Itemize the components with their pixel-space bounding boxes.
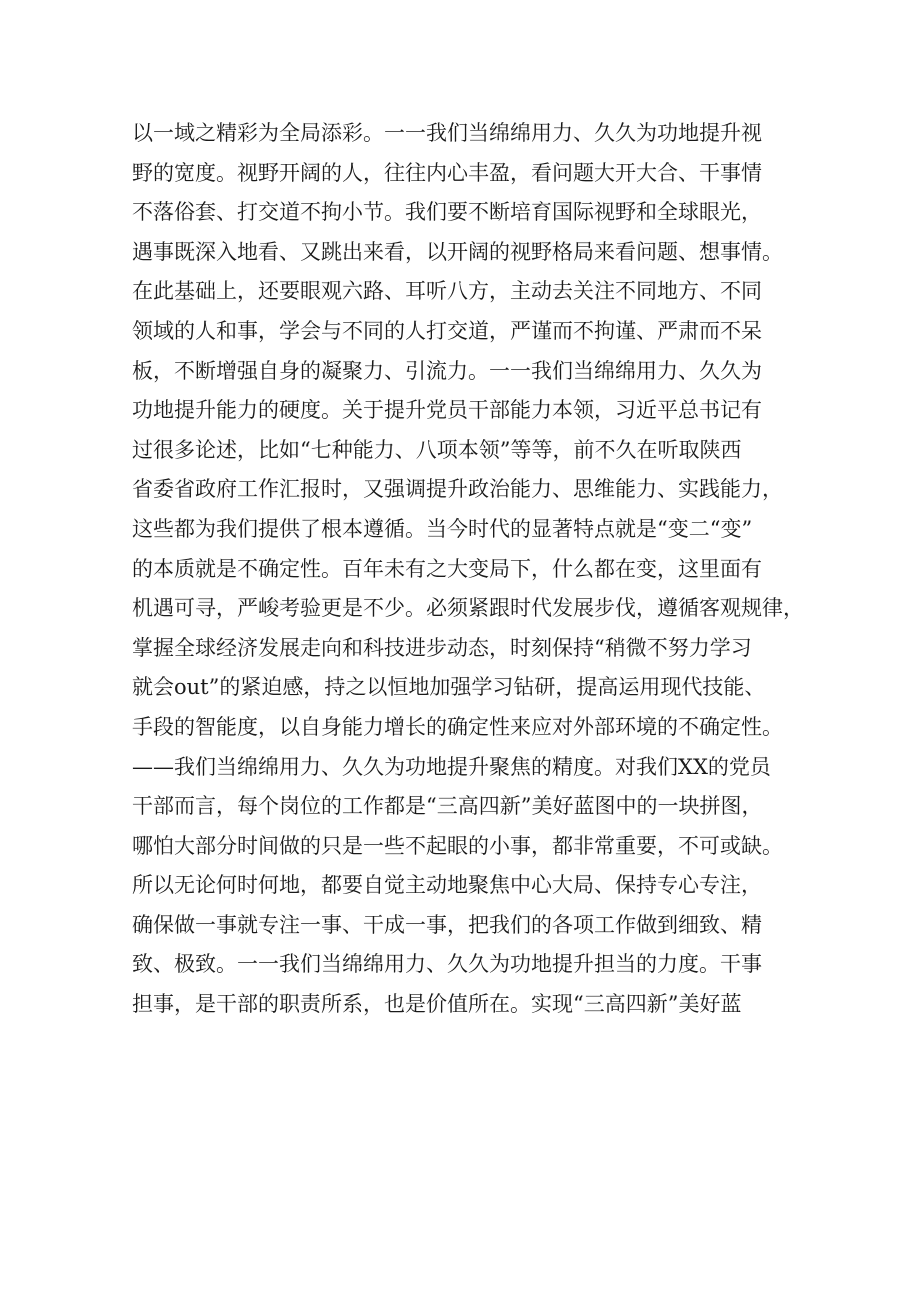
text-line: 在此基础上，还要眼观六路、耳听八方，主动去关注不同地方、不同 <box>132 279 762 304</box>
text-line: 就会out”的紧迫感，持之以恒地加强学习钻研，提高运用现代技能、 <box>132 675 766 700</box>
text-line: 省委省政府工作汇报时，又强调提升政治能力、思维能力、实践能力， <box>132 477 783 502</box>
text-line: 掌握全球经济发展走向和科技进步动态，时刻保持“稍微不努力学习 <box>132 635 752 660</box>
text-line: 的本质就是不确定性。百年未有之大变局下，什么都在变，这里面有 <box>132 556 762 581</box>
text-line: 机遇可寻，严峻考验更是不少。必须紧跟时代发展步伐，遵循客观规律， <box>132 596 804 621</box>
text-line: 功地提升能力的硬度。关于提升党员干部能力本领，习近平总书记有 <box>132 398 762 423</box>
text-line: 致、极致。一一我们当绵绵用力、久久为功地提升担当的力度。干事 <box>132 952 762 977</box>
text-line: 以一域之精彩为全局添彩。一一我们当绵绵用力、久久为功地提升视 <box>132 121 762 145</box>
text-line: 板，不断增强自身的凝聚力、引流力。一一我们当绵绵用力、久久为 <box>132 358 762 383</box>
text-line: 所以无论何时何地，都要自觉主动地聚焦中心大局、保持专心专注， <box>132 873 762 898</box>
text-line: 遇事既深入地看、又跳出来看，以开阔的视野格局来看问题、想事情。 <box>132 239 783 264</box>
text-line: 确保做一事就专注一事、干成一事，把我们的各项工作做到细致、精 <box>132 912 762 937</box>
text-line: 这些都为我们提供了根本遵循。当今时代的显著特点就是“变二“变” <box>132 516 753 541</box>
text-line: 野的宽度。视野开阔的人，往往内心丰盈，看问题大开大合、干事情 <box>132 160 762 185</box>
text-line: ——我们当绵绵用力、久久为功地提升聚焦的精度。对我们XX的党员 <box>132 754 771 779</box>
text-line: 干部而言，每个岗位的工作都是“三高四新”美好蓝图中的一块拼图， <box>132 794 763 819</box>
text-line: 不落俗套、打交道不拘小节。我们要不断培育国际视野和全球眼光， <box>132 200 762 225</box>
text-line: 领域的人和事，学会与不同的人打交道，严谨而不拘谨、严肃而不呆 <box>132 318 762 343</box>
text-line: 手段的智能度，以自身能力增长的确定性来应对外部环境的不确定性。 <box>132 714 783 739</box>
body-paragraph <box>132 114 822 1025</box>
text-line: 担事，是干部的职责所系，也是价值所在。实现“三高四新”美好蓝 <box>132 992 742 1017</box>
text-line: 过很多论述，比如“七种能力、八项本领”等等，前不久在听取陕西 <box>132 437 742 462</box>
text-line: 哪怕大部分时间做的只是一些不起眼的小事，都非常重要，不可或缺。 <box>132 833 783 858</box>
